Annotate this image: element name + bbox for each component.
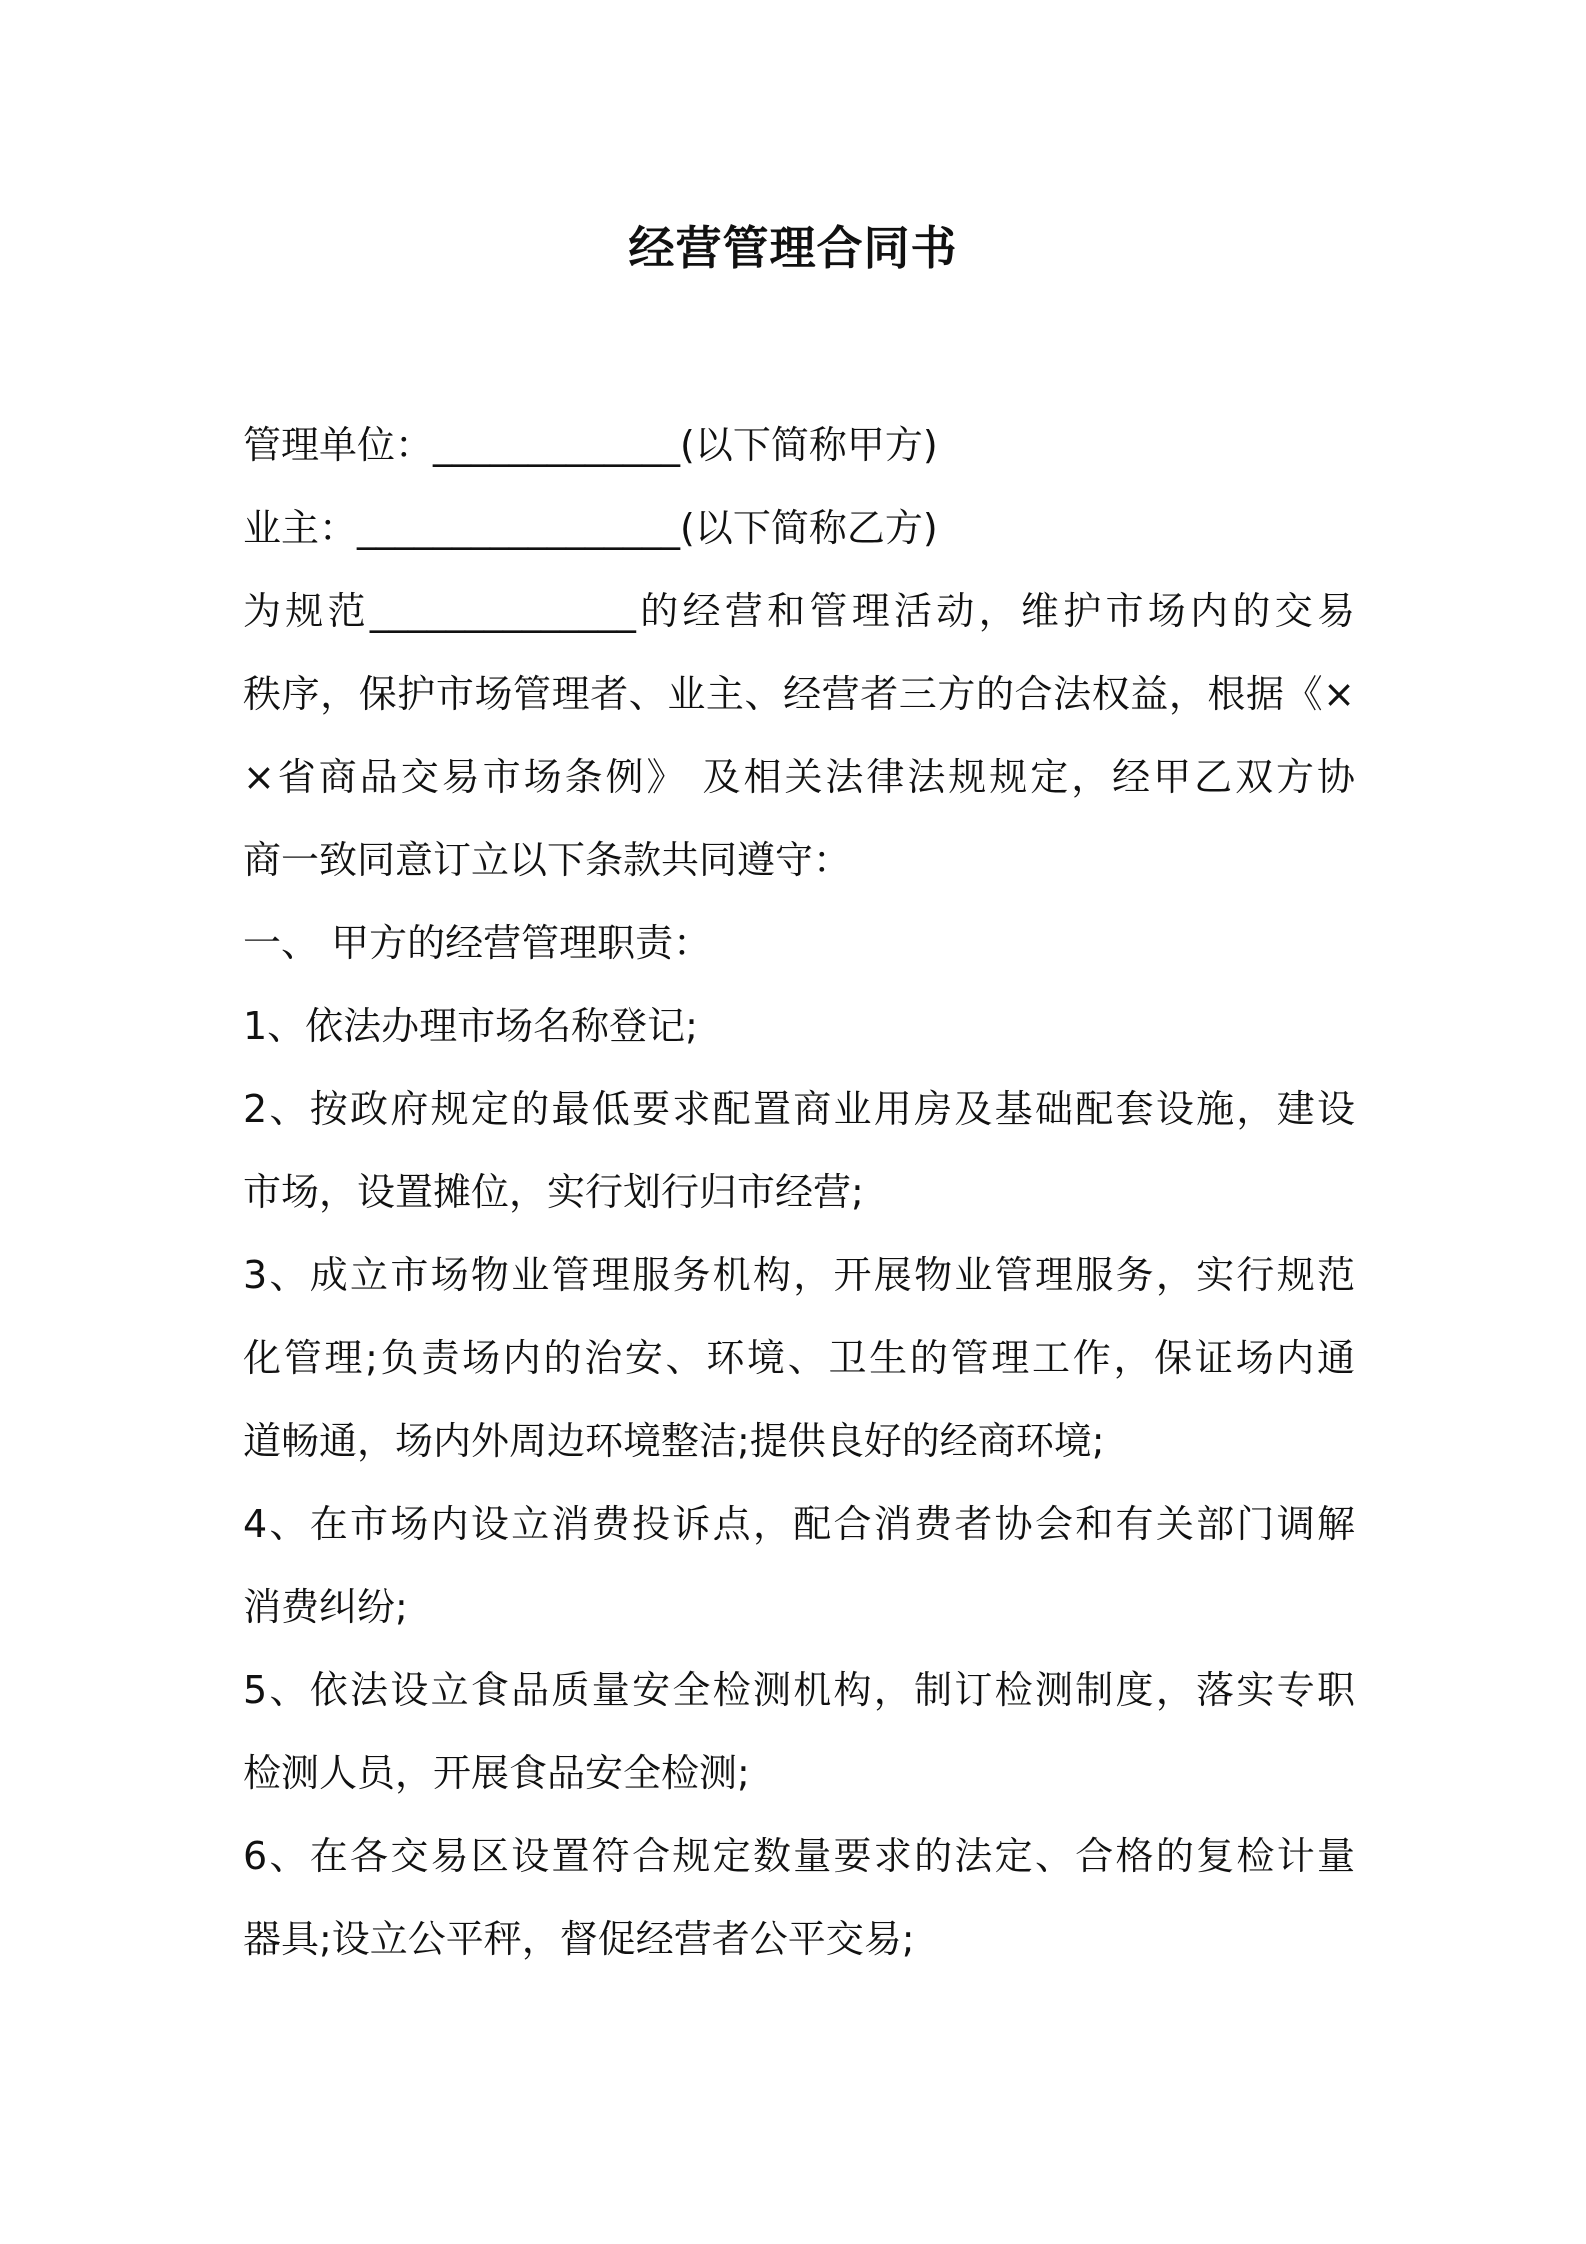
clause-5-line-1: 5、依法设立食品质量安全检测机构，制订检测制度，落实专职 [243, 1668, 1355, 1712]
clause-1: 1、依法办理市场名称登记; [243, 1004, 698, 1048]
preamble-line-4: 商一致同意订立以下条款共同遵守： [243, 838, 852, 882]
document-title: 经营管理合同书 [628, 221, 958, 275]
document-body [243, 404, 1355, 1981]
section-heading-1: 一、 甲方的经营管理职责： [243, 921, 712, 965]
clause-4-line-1: 4、在市场内设立消费投诉点，配合消费者协会和有关部门调解 [243, 1502, 1355, 1546]
clause-3-line-3: 道畅通，场内外周边环境整洁;提供良好的经商环境; [243, 1419, 1105, 1463]
clause-6-line-2: 器具;设立公平秤，督促经营者公平交易; [243, 1917, 915, 1961]
preamble-line-2: 秩序，保护市场管理者、业主、经营者三方的合法权益，根据《× [243, 672, 1355, 716]
clause-2-line-2: 市场，设置摊位，实行划行归市经营; [243, 1170, 864, 1214]
clause-5-line-2: 检测人员，开展食品安全检测; [243, 1751, 750, 1795]
party-a-line: 管理单位：_____________(以下简称甲方) [243, 423, 938, 467]
preamble-line-1: 为规范______________的经营和管理活动，维护市场内的交易 [243, 589, 1355, 633]
clause-6-line-1: 6、在各交易区设置符合规定数量要求的法定、合格的复检计量 [243, 1834, 1355, 1878]
party-b-line: 业主：_________________(以下简称乙方) [243, 506, 938, 550]
clause-2-line-1: 2、按政府规定的最低要求配置商业用房及基础配套设施，建设 [243, 1087, 1355, 1131]
clause-3-line-1: 3、成立市场物业管理服务机构，开展物业管理服务，实行规范 [243, 1253, 1355, 1297]
preamble-line-3: ×省商品交易市场条例》 及相关法律法规规定，经甲乙双方协 [243, 755, 1355, 799]
clause-3-line-2: 化管理;负责场内的治安、环境、卫生的管理工作，保证场内通 [243, 1336, 1355, 1380]
clause-4-line-2: 消费纠纷; [243, 1585, 408, 1629]
